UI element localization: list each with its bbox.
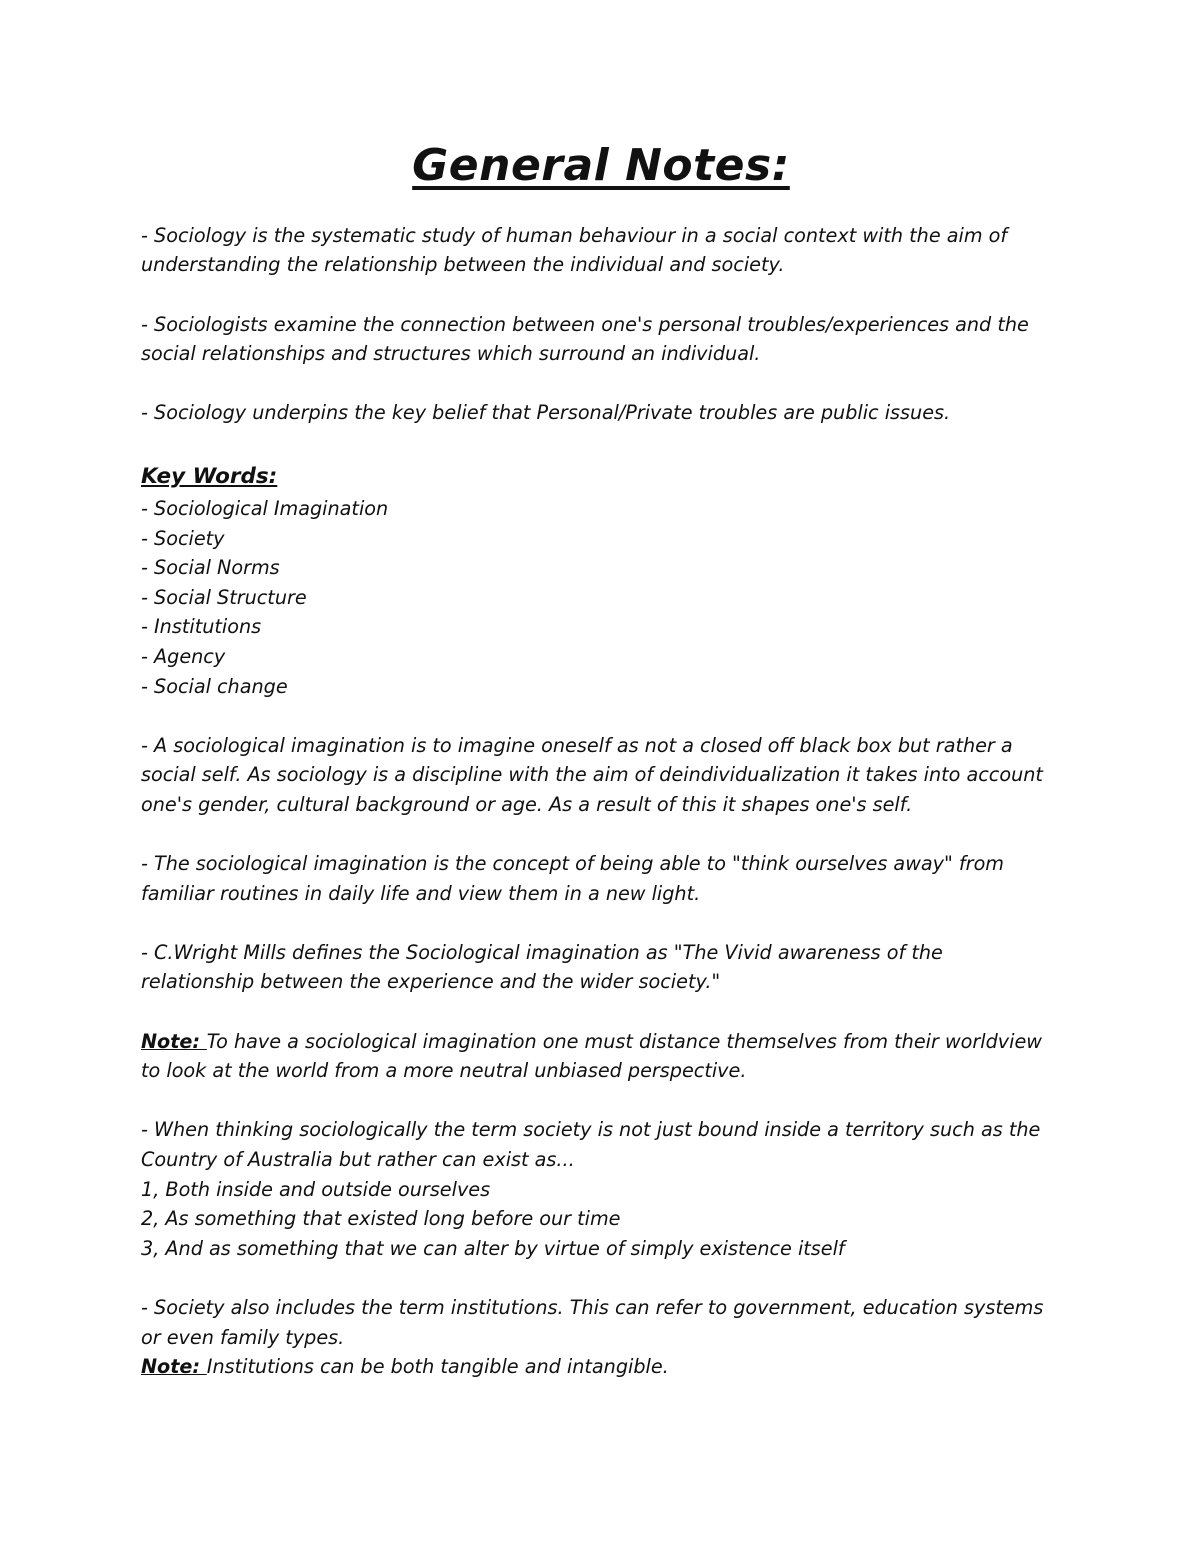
body-paragraph-4: [141, 1115, 1061, 1263]
key-words-heading: Key Words:: [141, 463, 278, 489]
note-text: To have a sociological imagination one must distance themselves from their worldview: [206, 1029, 1042, 1053]
text-line: social relationships and structures which surround an individual.: [141, 342, 761, 366]
text-line: - Society also includes the term institutions. This can refer to government, education systems: [141, 1295, 1044, 1319]
text-line: [141, 1352, 1061, 1382]
intro-paragraph-2: [141, 310, 1061, 369]
text-line: - Sociology underpins the key belief that Personal/Private troubles are public issues.: [141, 401, 951, 425]
text-line: [141, 1027, 1061, 1057]
text-line: or even family types.: [141, 1325, 345, 1349]
key-words-list: [141, 494, 1061, 701]
list-item: - Society: [141, 526, 225, 550]
numbered-item: 3, And as something that we can alter by virtue of simply existence itself: [141, 1236, 845, 1260]
list-item: - Institutions: [141, 615, 262, 639]
intro-paragraph-1: [141, 221, 1061, 280]
note-label: Note:: [141, 1355, 207, 1379]
page-title: General Notes:: [412, 140, 790, 191]
numbered-item: 2, As something that existed long before our time: [141, 1207, 621, 1231]
text-line: to look at the world from a more neutral unbiased perspective.: [141, 1059, 747, 1083]
text-line: relationship between the experience and the wider society.": [141, 970, 721, 994]
text-line: Country of Australia but rather can exist as...: [141, 1148, 575, 1172]
text-line: - Sociology is the systematic study of human behaviour in a social context with the aim of: [141, 223, 1008, 247]
text-line: - A sociological imagination is to imagine oneself as not a closed off black box but rather a: [141, 733, 1013, 757]
text-line: understanding the relationship between the individual and society.: [141, 253, 785, 277]
note-label: Note:: [141, 1029, 207, 1053]
list-item: - Agency: [141, 644, 226, 668]
text-line: familiar routines in daily life and view them in a new light.: [141, 881, 701, 905]
intro-paragraph-3: [141, 398, 1061, 428]
list-item: - Sociological Imagination: [141, 496, 389, 520]
list-item: - Social Structure: [141, 585, 307, 609]
note-text: Institutions can be both tangible and intangible.: [206, 1355, 669, 1379]
note-paragraph-1: [141, 1027, 1061, 1086]
list-item: - Social Norms: [141, 556, 280, 580]
numbered-item: 1, Both inside and outside ourselves: [141, 1177, 491, 1201]
body-paragraph-3: [141, 938, 1061, 997]
text-line: one's gender, cultural background or age. As a result of this it shapes one's self.: [141, 792, 913, 816]
text-line: - Sociologists examine the connection between one's personal troubles/experiences and the: [141, 312, 1029, 336]
text-line: - The sociological imagination is the concept of being able to "think ourselves away" from: [141, 852, 1004, 876]
body-paragraph-1: [141, 731, 1061, 820]
text-line: - When thinking sociologically the term society is not just bound inside a territory such as the: [141, 1118, 1041, 1142]
body-paragraph-2: [141, 849, 1061, 908]
text-line: - C.Wright Mills defines the Sociological imagination as "The Vivid awareness of the: [141, 940, 943, 964]
text-line: social self. As sociology is a discipline with the aim of deindividualization it takes into account: [141, 763, 1043, 787]
body-paragraph-5: [141, 1293, 1061, 1382]
list-item: - Social change: [141, 674, 288, 698]
document-page: [141, 140, 1061, 1382]
